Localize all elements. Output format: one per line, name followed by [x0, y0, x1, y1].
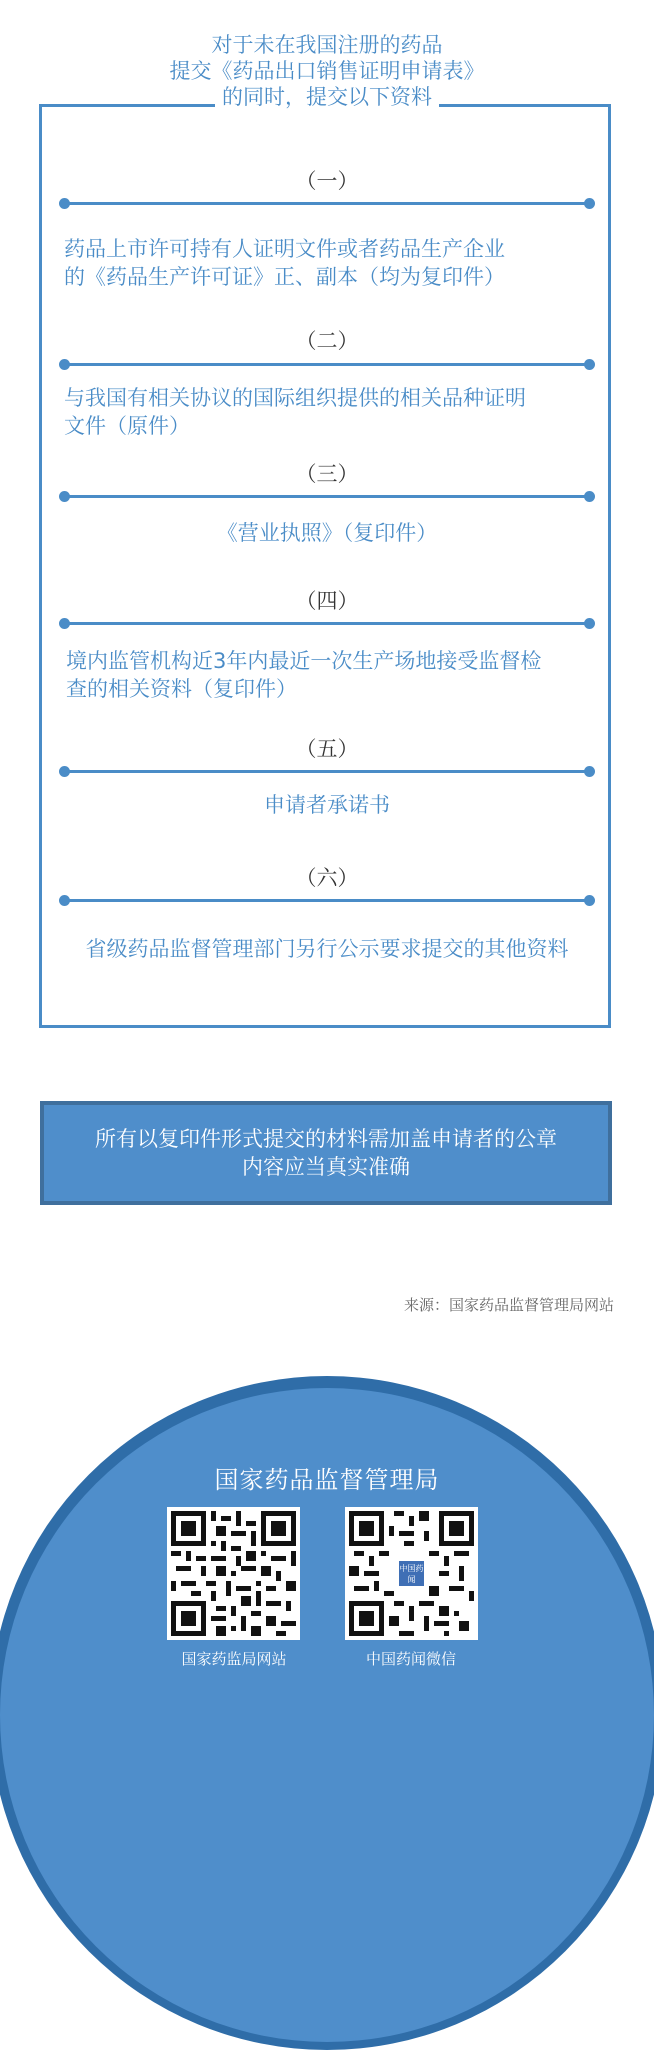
qr-code-website[interactable]: [167, 1507, 300, 1640]
footer-title: 国家药品监督管理局: [214, 1466, 440, 1494]
qr-code-wechat[interactable]: [345, 1507, 478, 1640]
section-3-text: [0, 519, 654, 547]
section-5-text: [0, 791, 654, 819]
section-2-text: [64, 384, 526, 440]
notice-box: [40, 1101, 612, 1205]
section-2-line-2: 文件（原件）: [64, 414, 190, 438]
section-5-divider: [64, 770, 590, 773]
section-3-title: （三）: [295, 462, 359, 486]
source-credit: 来源：国家药品监督管理局网站: [403, 1296, 614, 1314]
section-2-line-1: 与我国有相关协议的国际组织提供的相关品种证明: [64, 386, 526, 410]
section-5-title: （五）: [295, 737, 359, 761]
section-2-divider: [64, 363, 590, 366]
qr-logo-badge: 中国药闻: [397, 1559, 426, 1588]
section-3-line-1: 《营业执照》（复印件）: [216, 521, 438, 545]
section-4-title: （四）: [295, 589, 359, 613]
qr-label-wechat: 中国药闻微信: [365, 1650, 456, 1668]
section-4-divider: [64, 622, 590, 625]
section-1-title: （一）: [295, 169, 359, 193]
section-3-divider: [64, 495, 590, 498]
section-4-line-2: 查的相关资料（复印件）: [66, 677, 297, 701]
section-2-title: （二）: [295, 329, 359, 353]
notice-line-2: 内容应当真实准确: [242, 1155, 410, 1179]
qr-label-website: 国家药监局网站: [181, 1650, 287, 1668]
section-6-line-1: 省级药品监督管理部门另行公示要求提交的其他资料: [85, 937, 569, 961]
notice-line-1: 所有以复印件形式提交的材料需加盖申请者的公章: [95, 1127, 557, 1151]
section-1-line-2: 的《药品生产许可证》正、副本（均为复印件）: [64, 265, 505, 289]
section-6-title: （六）: [295, 866, 359, 890]
page-header: [0, 32, 654, 110]
header-line-3: 的同时，提交以下资料: [215, 84, 439, 110]
section-6-divider: [64, 899, 590, 902]
header-line-2: 提交《药品出口销售证明申请表》: [169, 59, 485, 83]
section-4-line-1: 境内监管机构近3年内最近一次生产场地接受监督检: [66, 649, 542, 673]
section-1-text: [64, 235, 505, 291]
section-4-text: [66, 647, 541, 703]
header-line-1: 对于未在我国注册的药品: [211, 33, 443, 57]
section-1-line-1: 药品上市许可持有人证明文件或者药品生产企业: [64, 237, 505, 261]
section-1-divider: [64, 202, 590, 205]
section-5-line-1: 申请者承诺书: [264, 793, 390, 817]
section-6-text: [0, 935, 654, 963]
